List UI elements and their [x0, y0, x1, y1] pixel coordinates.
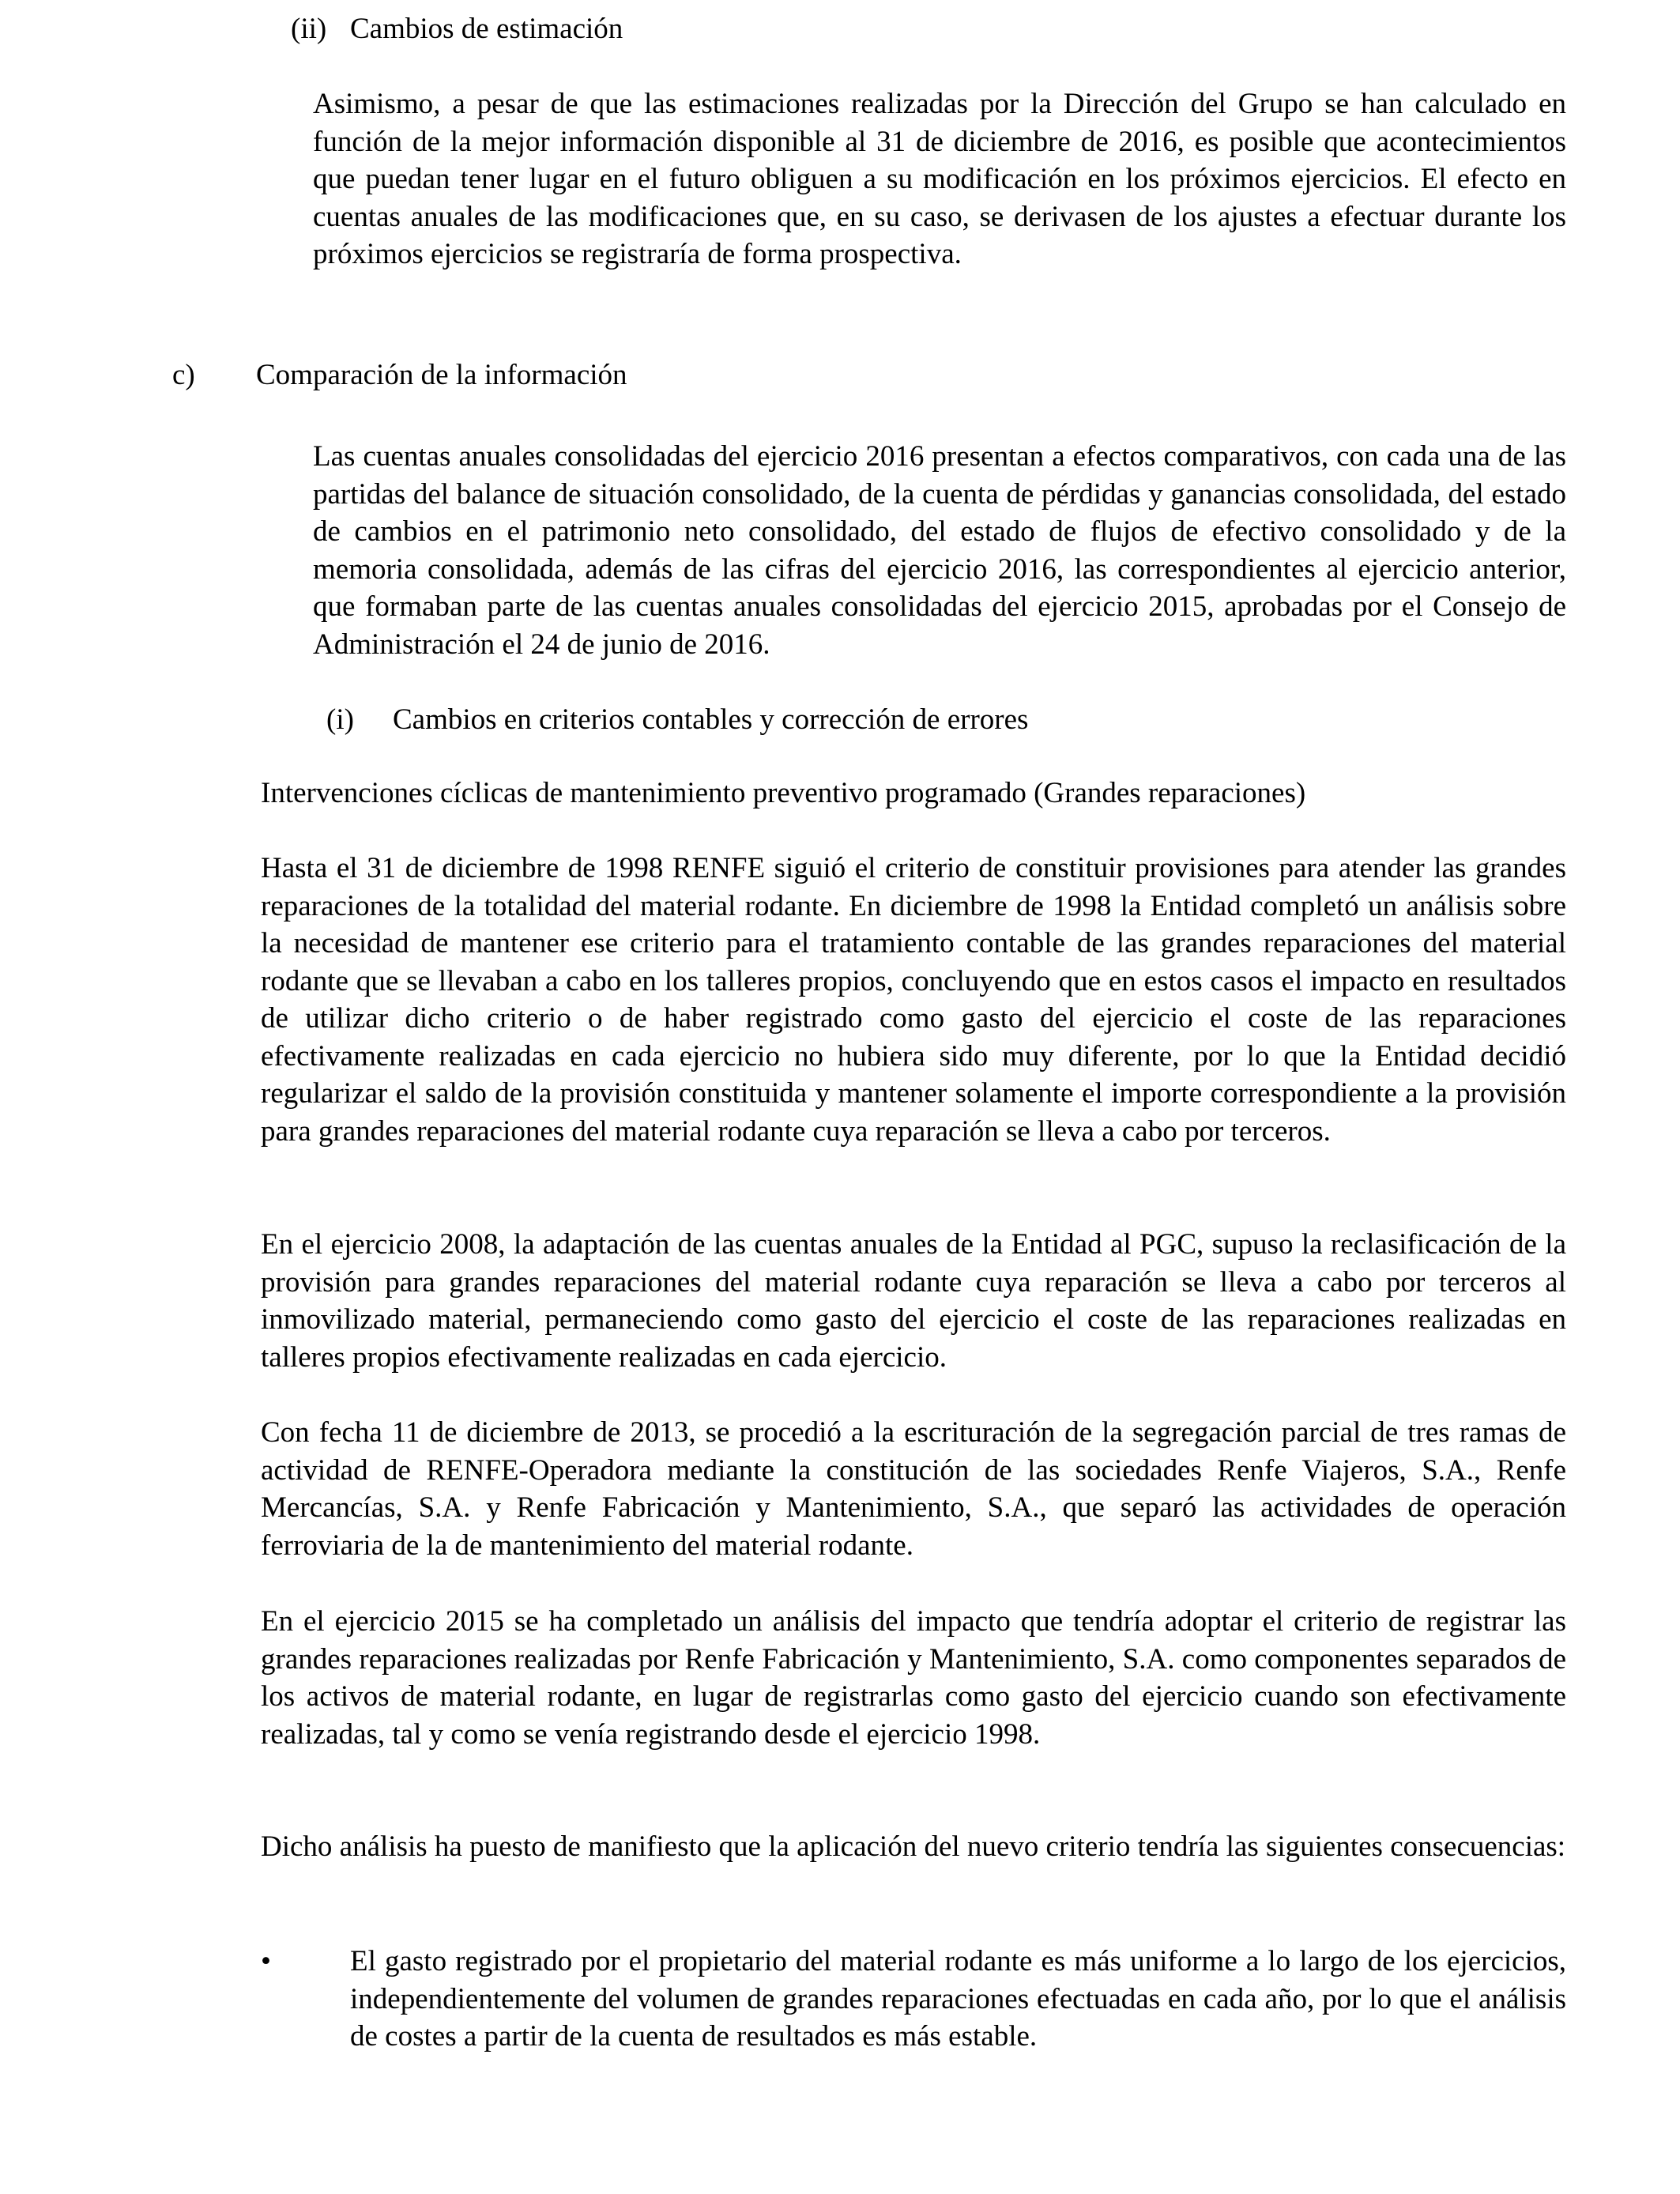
body-subtitle: Intervenciones cíclicas de mantenimiento preventivo programado (Grandes reparaciones)	[261, 777, 1306, 809]
bullet-text: El gasto registrado por el propietario del material rodante es más uniforme a lo largo de los ejercicios, independientemente del volumen de grandes reparaciones efectuadas en cada año, por lo que el análisis de costes a partir de la cuenta de resultados es más estable.	[350, 1945, 1566, 2053]
subsection-i-label: (i)	[326, 703, 354, 736]
section-ii-title: Cambios de estimación	[350, 13, 623, 45]
body-paragraph-3: Con fecha 11 de diciembre de 2013, se procedió a la escrituración de la segregación parcial de tres ramas de actividad de RENFE-Operadora mediante la constitución de las sociedades Renfe Viajeros, S.A., Renfe Mercancías, S.A. y Renfe Fabricación y Mantenimiento, S.A., que separó las actividades de operación ferroviaria de la de mantenimiento del material rodante.	[261, 1416, 1566, 1562]
section-c-label: c)	[172, 359, 195, 391]
subsection-i-title: Cambios en criterios contables y corrección de errores	[393, 703, 1029, 736]
section-ii-paragraph: Asimismo, a pesar de que las estimaciones realizadas por la Dirección del Grupo se han calculado en función de la mejor información disponible al 31 de diciembre de 2016, es posible que acontecimientos que puedan tener lugar en el futuro obliguen a su modificación en los próximos ejercicios. El efecto en cuentas anuales de las modificaciones que, en su caso, se derivasen de los ajustes a efectuar durante los próximos ejercicios se registraría de forma prospectiva.	[313, 88, 1566, 270]
section-c-title: Comparación de la información	[256, 359, 627, 391]
body-paragraph-1: Hasta el 31 de diciembre de 1998 RENFE siguió el criterio de constituir provisiones para atender las grandes reparaciones de la totalidad del material rodante. En diciembre de 1998 la Entidad completó un análisis sobre la necesidad de mantener ese criterio para el tratamiento contable de las grandes reparaciones del material rodante que se llevaban a cabo en los talleres propios, concluyendo que en estos casos el impacto en resultados de utilizar dicho criterio o de haber registrado como gasto del ejercicio el coste de las reparaciones efectivamente realizadas en cada ejercicio no hubiera sido muy diferente, por lo que la Entidad decidió regularizar el saldo de la provisión constituida y mantener solamente el importe correspondiente a la provisión para grandes reparaciones del material rodante cuya reparación se lleva a cabo por terceros.	[261, 852, 1566, 1148]
section-c-paragraph: Las cuentas anuales consolidadas del ejercicio 2016 presentan a efectos comparativos, con cada una de las partidas del balance de situación consolidado, de la cuenta de pérdidas y ganancias consolidada, del estado de cambios en el patrimonio neto consolidado, del estado de flujos de efectivo consolidado y de la memoria consolidada, además de las cifras del ejercicio 2016, las correspondientes al ejercicio anterior, que formaban parte de las cuentas anuales consolidadas del ejercicio 2015, aprobadas por el Consejo de Administración el 24 de junio de 2016.	[313, 440, 1566, 661]
body-paragraph-4: En el ejercicio 2015 se ha completado un análisis del impacto que tendría adoptar el criterio de registrar las grandes reparaciones realizadas por Renfe Fabricación y Mantenimiento, S.A. como componentes separados de los activos de material rodante, en lugar de registrarlas como gasto del ejercicio cuando son efectivamente realizadas, tal y como se venía registrando desde el ejercicio 1998.	[261, 1605, 1566, 1751]
body-paragraph-5: Dicho análisis ha puesto de manifiesto que la aplicación del nuevo criterio tendría las siguientes consecuencias:	[261, 1830, 1566, 1863]
bullet-marker: •	[261, 1945, 271, 1977]
body-paragraph-2: En el ejercicio 2008, la adaptación de las cuentas anuales de la Entidad al PGC, supuso la reclasificación de la provisión para grandes reparaciones del material rodante cuya reparación se lleva a cabo por terceros al inmovilizado material, permaneciendo como gasto del ejercicio el coste de las reparaciones realizadas en talleres propios efectivamente realizadas en cada ejercicio.	[261, 1228, 1566, 1374]
section-ii-label: (ii)	[291, 13, 327, 45]
